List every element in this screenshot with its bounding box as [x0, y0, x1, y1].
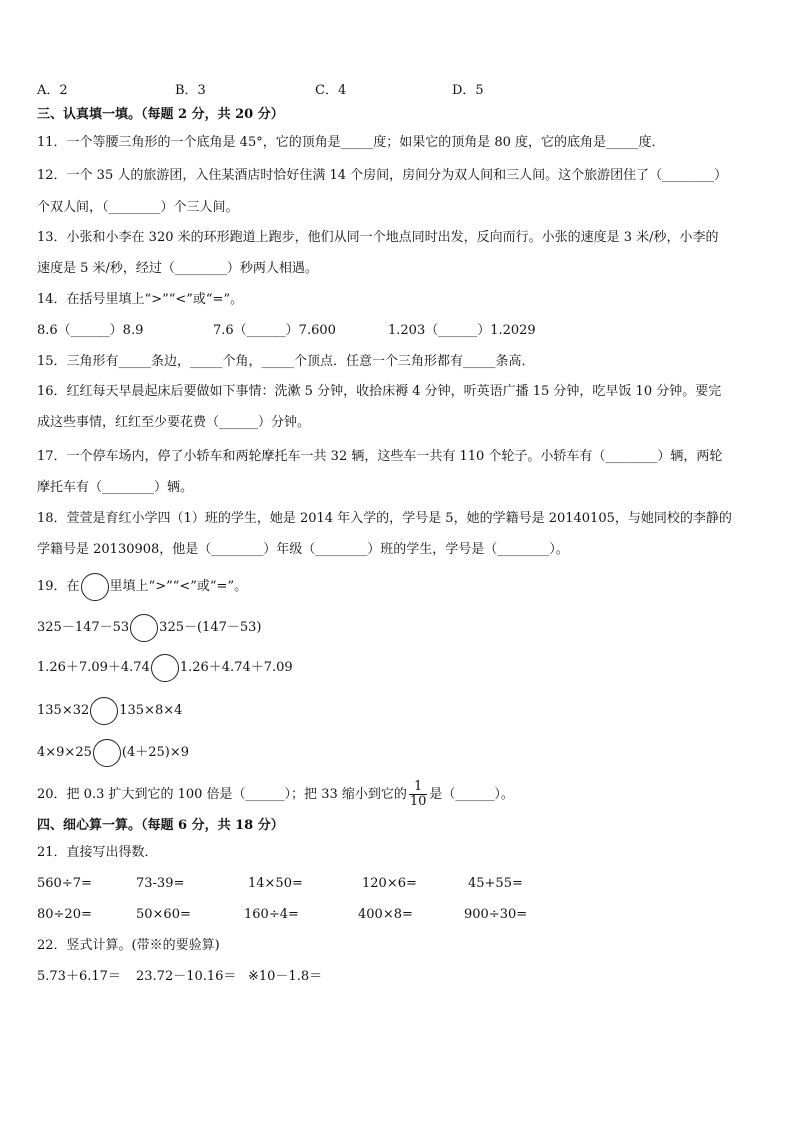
- question-18-line-1: 18．萱萱是育红小学四（1）班的学生，她是 2014 年入学的，学号是 5，她的学籍号是 20140105，与她同校的李静的: [37, 511, 732, 526]
- calc-item: 14×50=: [248, 876, 303, 891]
- question-19-title-post: 里填上“>”“<”或“=”。: [109, 579, 248, 594]
- fraction: [409, 780, 428, 809]
- vertical-calc-item: 5.73＋6.17＝: [37, 969, 121, 984]
- question-19-title-pre: 19．在: [37, 579, 80, 594]
- answer-circle[interactable]: [93, 739, 121, 767]
- question-22-title: 22．竖式计算。(带※的要验算): [37, 938, 220, 953]
- question-14-item: 7.6（______）7.600: [213, 323, 336, 338]
- question-20: [37, 779, 514, 809]
- section-4-title: 四、细心算一算。（每题 6 分，共 18 分）: [37, 818, 284, 833]
- calc-item: 560÷7=: [37, 876, 92, 891]
- comparison-row: [37, 702, 182, 720]
- question-17-line-2: 摩托车有（________）辆。: [37, 480, 194, 495]
- comparison-left: 1.26＋7.09＋4.74: [37, 660, 150, 675]
- option-a: A．2: [37, 83, 68, 98]
- question-20-pre: 20．把 0.3 扩大到它的 100 倍是（______）；把 33 缩小到它的: [37, 787, 407, 802]
- comparison-left: 325－147－53: [37, 620, 130, 635]
- comparison-left: 135×32: [37, 703, 90, 718]
- comparison-row: [37, 619, 261, 637]
- question-13-line-1: 13．小张和小李在 320 米的环形跑道上跑步，他们从同一个地点同时出发，反向而行。小张的速度是 3 米/秒，小李的: [37, 230, 719, 245]
- section-3-title: 三、认真填一填。（每题 2 分，共 20 分）: [37, 107, 284, 122]
- option-b: B．3: [175, 83, 206, 98]
- question-16-line-2: 成这些事情，红红至少要花费（______）分钟。: [37, 415, 311, 430]
- question-21-title: 21．直接写出得数．: [37, 845, 158, 860]
- comparison-row: [37, 744, 189, 762]
- question-15: 15．三角形有_____条边，_____个角，_____个顶点．任意一个三角形都有_____条高．: [37, 354, 535, 369]
- calc-item: 50×60=: [136, 907, 191, 922]
- question-16-line-1: 16．红红每天早晨起床后要做如下事情：洗漱 5 分钟，收拾床褥 4 分钟，听英语广播 15 分钟，吃早饭 10 分钟。要完: [37, 384, 722, 399]
- fraction-numerator: 1: [409, 780, 428, 795]
- calc-item: 900÷30=: [464, 907, 528, 922]
- question-12-line-2: 个双人间，（________）个三人间。: [37, 200, 239, 215]
- answer-circle[interactable]: [81, 573, 109, 601]
- question-18-line-2: 学籍号是 20130908，他是（________）年级（________）班的学生，学号是（________）。: [37, 542, 569, 557]
- comparison-row: [37, 659, 293, 677]
- question-17-line-1: 17．一个停车场内，停了小轿车和两轮摩托车一共 32 辆，这些车一共有 110 个轮子。小轿车有（________）辆，两轮: [37, 449, 723, 464]
- option-c: C．4: [315, 83, 347, 98]
- vertical-calc-item: 23.72－10.16＝: [136, 969, 237, 984]
- comparison-right: 1.26＋4.74＋7.09: [179, 660, 293, 675]
- vertical-calc-item: ※10－1.8＝: [248, 969, 323, 984]
- comparison-right: (4＋25)×9: [121, 745, 189, 760]
- question-14-item: 1.203（______）1.2029: [388, 323, 536, 338]
- calc-item: 45+55=: [468, 876, 523, 891]
- question-14-title: 14．在括号里填上“>”“<”或“=”。: [37, 292, 244, 307]
- calc-item: 73-39=: [136, 876, 185, 891]
- comparison-right: 135×8×4: [119, 703, 183, 718]
- question-12-line-1: 12．一个 35 人的旅游团，入住某酒店时恰好住满 14 个房间，房间分为双人间和三人间。这个旅游团住了（________）: [37, 168, 728, 183]
- question-20-post: 是（______）。: [429, 787, 514, 802]
- comparison-left: 4×9×25: [37, 745, 92, 760]
- answer-circle[interactable]: [151, 654, 179, 682]
- fraction-denominator: 10: [409, 794, 427, 809]
- question-13-line-2: 速度是 5 米/秒，经过（________）秒两人相遇。: [37, 261, 318, 276]
- option-d: D．5: [452, 83, 484, 98]
- question-19-title: [37, 578, 247, 596]
- question-14-item: 8.6（______）8.9: [37, 323, 144, 338]
- question-11: 11．一个等腰三角形的一个底角是 45°，它的顶角是_____度；如果它的顶角是 80 度，它的底角是_____度．: [37, 135, 665, 150]
- calc-item: 120×6=: [362, 876, 417, 891]
- calc-item: 400×8=: [358, 907, 413, 922]
- comparison-right: 325－(147－53): [159, 620, 262, 635]
- calc-item: 80÷20=: [37, 907, 92, 922]
- answer-circle[interactable]: [90, 697, 118, 725]
- answer-circle[interactable]: [130, 614, 158, 642]
- calc-item: 160÷4=: [244, 907, 299, 922]
